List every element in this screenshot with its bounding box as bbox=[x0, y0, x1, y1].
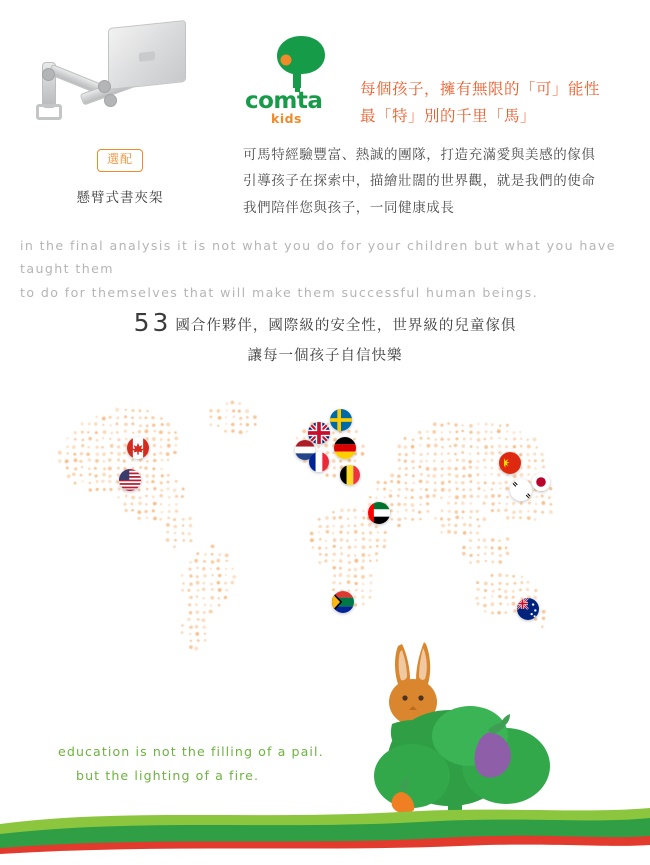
quote-bottom-line-1: education is not the filling of a pail. bbox=[58, 744, 324, 759]
brand-subname: kids bbox=[271, 111, 302, 126]
ground-waves bbox=[0, 790, 650, 860]
arm-joint bbox=[98, 80, 111, 93]
intro-line-2: 引導孩子在探索中，描繪壯闊的世界觀，就是我們的使命 bbox=[243, 173, 596, 189]
quote-bottom-line-2: but the lighting of a fire. bbox=[76, 767, 260, 783]
intro-paragraph bbox=[243, 142, 643, 221]
flag-pin-south-korea[interactable] bbox=[510, 479, 532, 501]
quote-top-line-1: in the final analysis it is not what you do for your children but what you have taught them bbox=[20, 238, 616, 277]
optional-badge: 選配 bbox=[97, 149, 143, 172]
stat-line bbox=[0, 308, 650, 337]
flag-pin-new-zealand[interactable] bbox=[517, 598, 539, 620]
flag-pin-germany[interactable] bbox=[334, 437, 356, 459]
stat-subtitle: 讓每一個孩子自信快樂 bbox=[247, 348, 403, 364]
book-holder-panel bbox=[108, 20, 186, 90]
arm-joint bbox=[104, 94, 117, 107]
flag-pin-belgium[interactable] bbox=[340, 465, 360, 485]
intro-line-3: 我們陪伴您與孩子，一同健康成長 bbox=[243, 199, 455, 215]
intro-line-1: 可馬特經驗豐富、熱誠的團隊，打造充滿愛與美感的傢俱 bbox=[243, 147, 596, 162]
flag-pin-south-africa[interactable] bbox=[332, 591, 354, 613]
quote-bottom bbox=[58, 740, 324, 788]
tree-icon bbox=[243, 32, 358, 92]
stat-text: 國合作夥伴，國際級的安全性，世界級的兒童傢俱 bbox=[175, 318, 517, 334]
quote-top-line-2: to do for themselves that will make them successful human beings. bbox=[20, 284, 538, 300]
flag-pin-usa[interactable] bbox=[119, 469, 141, 491]
header-section bbox=[0, 0, 650, 230]
product-image bbox=[30, 22, 210, 127]
flag-pin-japan[interactable] bbox=[532, 473, 550, 491]
quote-top bbox=[20, 234, 635, 304]
flag-pin-china[interactable] bbox=[499, 452, 521, 474]
desk-clamp bbox=[36, 104, 62, 120]
headline-line-1: 每個孩子，擁有無限的「可」能性 bbox=[360, 81, 601, 98]
flag-pin-uae[interactable] bbox=[368, 502, 390, 524]
flag-pin-canada[interactable] bbox=[127, 437, 149, 459]
flag-pin-france[interactable] bbox=[309, 452, 329, 472]
headline-line-2: 最「特」別的千里「馬」 bbox=[360, 108, 537, 126]
arm-joint bbox=[42, 68, 55, 81]
flag-pin-sweden[interactable] bbox=[330, 409, 352, 431]
brand-name: comta bbox=[245, 88, 323, 114]
product-block bbox=[20, 22, 220, 206]
stat-number: 53 bbox=[133, 308, 172, 337]
headline bbox=[360, 76, 600, 130]
flag-pin-uk[interactable] bbox=[308, 422, 330, 444]
product-name: 懸臂式書夾架 bbox=[76, 189, 164, 205]
brand-logo bbox=[243, 32, 358, 137]
